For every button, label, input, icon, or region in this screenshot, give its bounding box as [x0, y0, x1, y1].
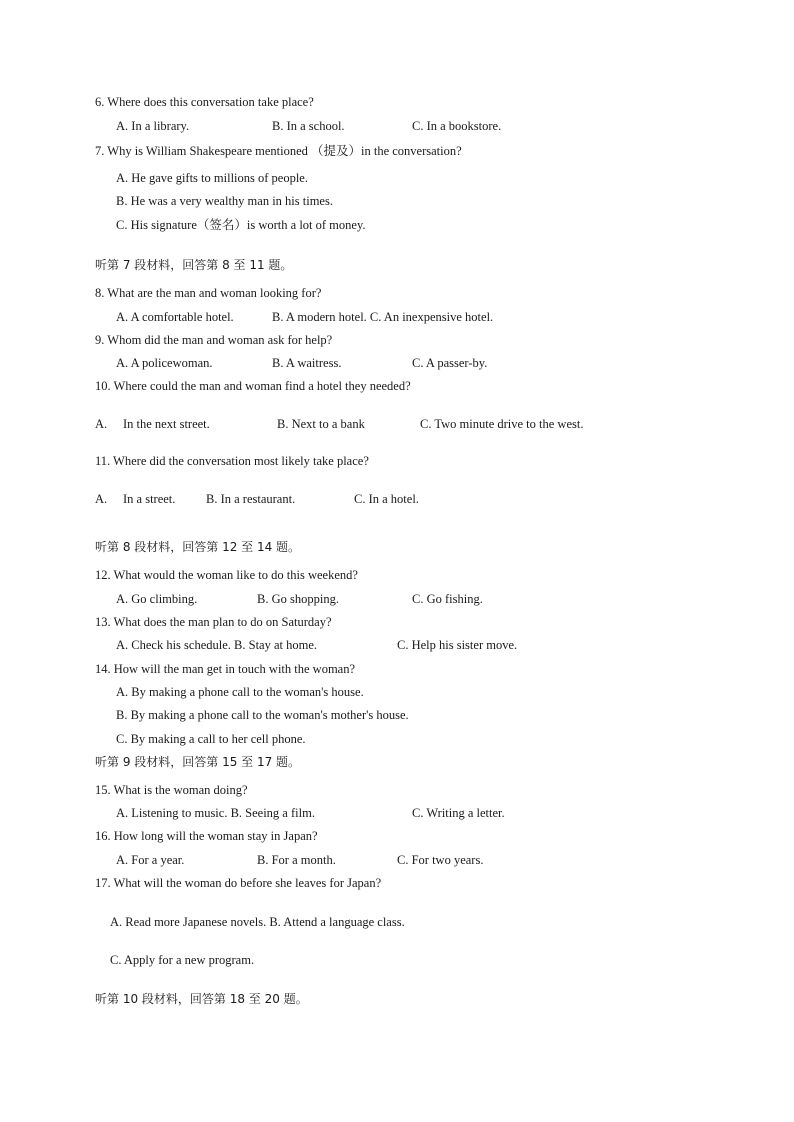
option-17ab: A. Read more Japanese novels. B. Attend a language class.: [110, 915, 405, 929]
question-11: 11. Where did the conversation most likely take place?: [95, 454, 369, 468]
option-15c: C. Writing a letter.: [412, 806, 505, 820]
option-16b: B. For a month.: [257, 853, 336, 867]
option-8bc: B. A modern hotel. C. An inexpensive hotel.: [272, 310, 494, 324]
question-8: 8. What are the man and woman looking for?: [95, 286, 322, 300]
option-8a: A. A comfortable hotel.: [116, 310, 234, 324]
option-12b: B. Go shopping.: [257, 592, 339, 606]
option-11a-letter: A.: [95, 492, 108, 506]
option-6c: C. In a bookstore.: [412, 119, 502, 133]
option-6a: A. In a library.: [116, 119, 190, 133]
option-10a-letter: A.: [95, 417, 108, 431]
section-heading-9: 听第 9 段材料，回答第 15 至 17 题。: [95, 755, 301, 769]
option-10a: In the next street.: [123, 417, 210, 431]
option-13ab: A. Check his schedule. B. Stay at home.: [116, 638, 318, 652]
option-15ab: A. Listening to music. B. Seeing a film.: [116, 806, 315, 820]
option-16c: C. For two years.: [397, 853, 484, 867]
section-heading-10: 听第 10 段材料，回答第 18 至 20 题。: [95, 992, 308, 1006]
option-9b: B. A waitress.: [272, 356, 342, 370]
option-14c: C. By making a call to her cell phone.: [116, 732, 306, 746]
option-6b: B. In a school.: [272, 119, 345, 133]
option-14a: A. By making a phone call to the woman's house.: [116, 685, 364, 699]
option-11a: In a street.: [123, 492, 176, 506]
option-12c: C. Go fishing.: [412, 592, 483, 606]
option-11b: B. In a restaurant.: [206, 492, 296, 506]
question-7: 7. Why is William Shakespeare mentioned （提及）in the conversation?: [95, 144, 462, 158]
question-10: 10. Where could the man and woman find a hotel they needed?: [95, 379, 411, 393]
section-heading-7: 听第 7 段材料，回答第 8 至 11 题。: [95, 258, 293, 272]
option-13c: C. Help his sister move.: [397, 638, 518, 652]
question-6: 6. Where does this conversation take place?: [95, 95, 314, 109]
option-12a: A. Go climbing.: [116, 592, 198, 606]
option-7b: B. He was a very wealthy man in his times.: [116, 194, 333, 208]
option-17c: C. Apply for a new program.: [110, 953, 255, 967]
section-heading-8: 听第 8 段材料，回答第 12 至 14 题。: [95, 540, 301, 554]
option-7c: C. His signature（签名）is worth a lot of money.: [116, 218, 366, 232]
question-12: 12. What would the woman like to do this weekend?: [95, 568, 358, 582]
question-16: 16. How long will the woman stay in Japan?: [95, 829, 318, 843]
question-9: 9. Whom did the man and woman ask for help?: [95, 333, 333, 347]
option-10b: B. Next to a bank: [277, 417, 365, 431]
question-15: 15. What is the woman doing?: [95, 783, 248, 797]
option-14b: B. By making a phone call to the woman's mother's house.: [116, 708, 409, 722]
option-10c: C. Two minute drive to the west.: [420, 417, 584, 431]
option-16a: A. For a year.: [116, 853, 185, 867]
option-11c: C. In a hotel.: [354, 492, 419, 506]
question-14: 14. How will the man get in touch with the woman?: [95, 662, 356, 676]
option-9a: A. A policewoman.: [116, 356, 213, 370]
option-7a: A. He gave gifts to millions of people.: [116, 171, 308, 185]
option-9c: C. A passer-by.: [412, 356, 488, 370]
question-17: 17. What will the woman do before she leaves for Japan?: [95, 876, 382, 890]
question-13: 13. What does the man plan to do on Saturday?: [95, 615, 332, 629]
